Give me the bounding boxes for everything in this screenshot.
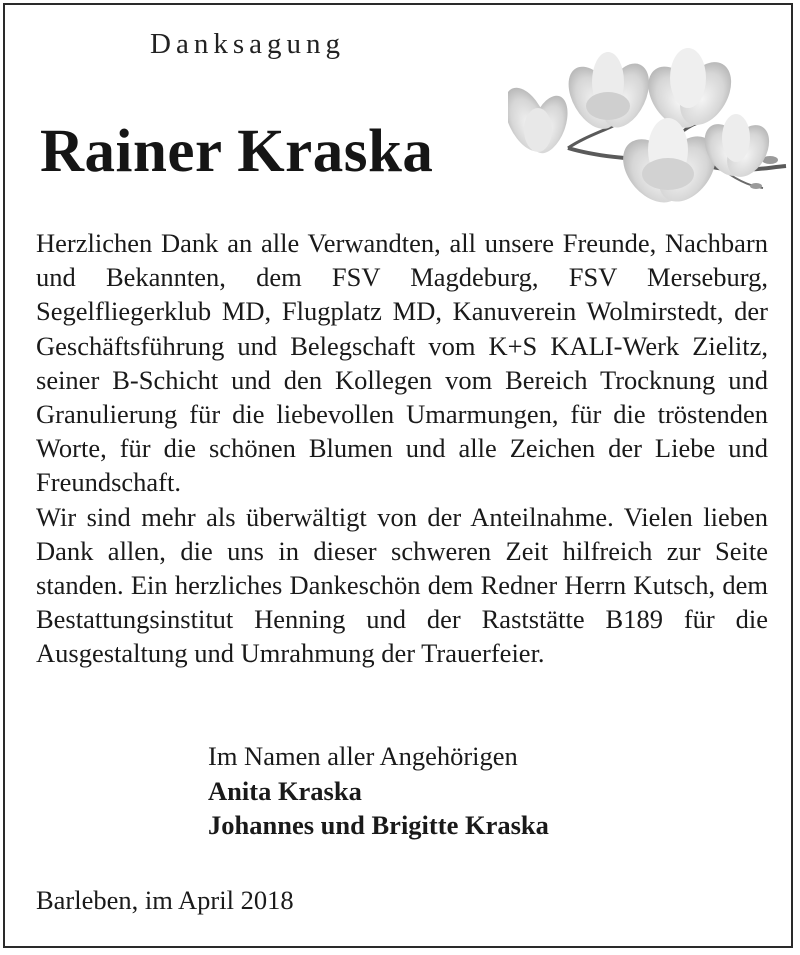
place-date: Barleben, im April 2018 (36, 885, 294, 915)
signoff-intro: Im Namen aller Angehörigen (208, 741, 518, 771)
thank-you-paragraph: Wir sind mehr als überwältigt von der Anteilnahme. Vielen lieben Dank allen, die uns in dieser schweren Zeit hilfreich zur Seite standen. Ein herzliches Dankeschön dem Redner Herrn Kutsch, dem Bestattungsinstitut Henning und der Raststätte B189 für die Ausgestaltung und Umrahmung der Trauerfeier. (36, 501, 768, 669)
signer-name: Anita Kraska (208, 775, 362, 806)
signer-name: Johannes und Brigitte Kraska (208, 810, 549, 840)
deceased-name: Rainer Kraska (40, 118, 434, 185)
signoff-block (208, 739, 549, 843)
notice-heading: Danksagung (150, 28, 345, 60)
magnolia-branch-icon (508, 48, 790, 206)
thank-you-text (36, 226, 768, 671)
thank-you-paragraph: Herzlichen Dank an alle Verwandten, all unsere Freunde, Nachbarn und Bekannten, dem FSV Magdeburg, FSV Merseburg, Segelfliegerklub MD, Flugplatz MD, Kanuverein Wolmirstedt, der Geschäftsführung und Belegschaft vom K+S KALI-Werk Zielitz, seiner B-Schicht und den Kollegen vom Bereich Trocknung und Granulierung für die liebevollen Umarmungen, für die tröstenden Worte, für die schönen Blumen und alle Zeichen der Liebe und Freundschaft. (36, 228, 768, 498)
